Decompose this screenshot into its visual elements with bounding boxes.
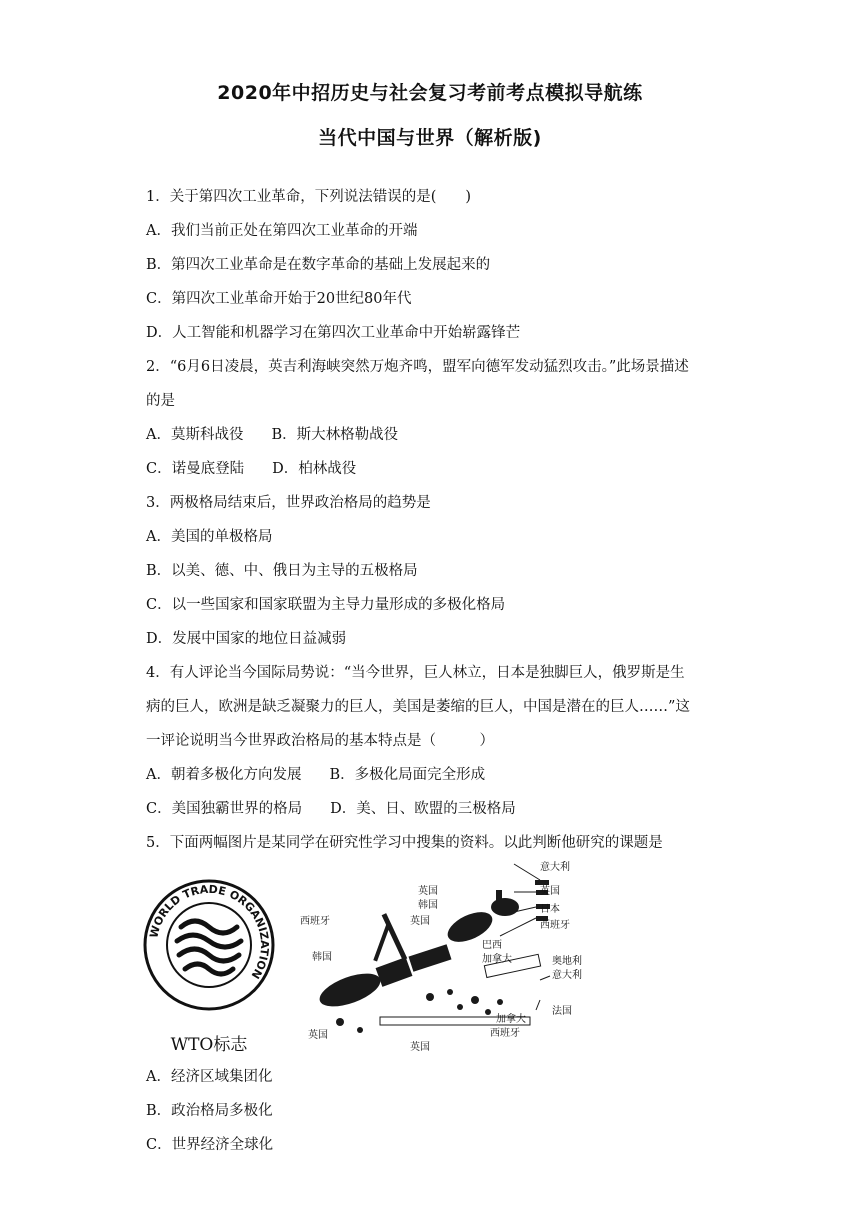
question-4-options-row-1: [146, 763, 485, 784]
question-3-option-c: C．以一些国家和国家联盟为主导力量形成的多极化格局: [146, 597, 506, 613]
question-5-option-b: B．政治格局多极化: [146, 1103, 273, 1119]
question-2-option-d: D．柏林战役: [272, 461, 357, 477]
question-4-stem-line-3: 一评论说明当今世界政治格局的基本特点是（ ）: [146, 733, 494, 749]
question-1-option-b: B．第四次工业革命是在数字革命的基础上发展起来的: [146, 257, 491, 273]
page-title-line-1: 2020年中招历史与社会复习考前考点模拟导航练: [217, 82, 643, 104]
question-2-options-row-2: [146, 457, 356, 478]
question-4-option-c: C．美国独霸世界的格局: [146, 801, 303, 817]
ship-label: 法国: [552, 1006, 572, 1017]
question-4-stem-line-2: 病的巨人，欧洲是缺乏凝聚力的巨人，美国是萎缩的巨人，中国是潜在的巨人……”这: [146, 699, 690, 715]
question-2-option-c: C．诺曼底登陆: [146, 461, 245, 477]
question-5-option-a: A．经济区域集团化: [146, 1069, 273, 1085]
question-2-stem-line-1: 2．“6月6日凌晨，英吉利海峡突然万炮齐鸣，盟军向德军发动猛烈攻击。”此场景描述: [146, 359, 689, 375]
ship-label: 英国: [308, 1030, 328, 1041]
question-4-option-b: B．多极化局面完全形成: [329, 767, 486, 783]
question-1-stem: 1．关于第四次工业革命，下列说法错误的是( ): [146, 189, 472, 205]
ship-label: 意大利: [552, 970, 582, 981]
question-4-option-d: D．美、日、欧盟的三极格局: [330, 801, 516, 817]
question-4-options-row-2: [146, 797, 516, 818]
ship-label: 奥地利: [552, 956, 582, 967]
question-2-options-row-1: [146, 423, 398, 444]
wto-logo-figure: [143, 865, 275, 1057]
ship-label: 巴西: [482, 940, 502, 951]
ship-assembly-icon: [300, 852, 585, 1057]
wto-caption: WTO标志: [170, 1035, 248, 1055]
question-2-stem-line-2: 的是: [146, 393, 175, 409]
wto-ring-text: WORLD TRADE ORGANIZATION: [147, 882, 272, 982]
ship-label: 英国: [410, 1042, 430, 1053]
question-1-option-d: D．人工智能和机器学习在第四次工业革命中开始崭露锋芒: [146, 325, 521, 341]
question-2-option-a: A．莫斯科战役: [146, 427, 244, 443]
question-2-option-b: B．斯大林格勒战役: [271, 427, 399, 443]
ship-label: 西班牙: [540, 920, 570, 931]
wto-logo-icon: [143, 865, 275, 1057]
question-1-option-c: C．第四次工业革命开始于20世纪80年代: [146, 291, 412, 307]
question-3-option-a: A．美国的单极格局: [146, 529, 273, 545]
question-3-stem: 3．两极格局结束后，世界政治格局的趋势是: [146, 495, 431, 511]
question-4-option-a: A．朝着多极化方向发展: [146, 767, 302, 783]
question-5-option-c: C．世界经济全球化: [146, 1137, 274, 1153]
ship-label: 日本: [540, 904, 560, 915]
ship-puzzle-illustration: [300, 852, 585, 1057]
page-title-line-2: 当代中国与世界（解析版): [318, 127, 542, 149]
question-5-stem: 5．下面两幅图片是某同学在研究性学习中搜集的资料。以此判断他研究的课题是: [146, 835, 663, 851]
question-1-option-a: A．我们当前正处在第四次工业革命的开端: [146, 223, 418, 239]
ship-label: 英国: [410, 916, 430, 927]
ship-label: 英国: [540, 886, 560, 897]
ship-label: 英国: [418, 886, 438, 897]
question-4-stem-line-1: 4．有人评论当今国际局势说：“当今世界，巨人林立，日本是独脚巨人，俄罗斯是生: [146, 665, 685, 681]
question-3-option-b: B．以美、德、中、俄日为主导的五极格局: [146, 563, 418, 579]
ship-label: 西班牙: [490, 1028, 520, 1039]
ship-label: 西班牙: [300, 916, 330, 927]
ship-label: 意大利: [540, 862, 570, 873]
ship-label: 韩国: [312, 952, 332, 963]
ship-label: 加拿大: [496, 1014, 526, 1025]
ship-label: 韩国: [418, 900, 438, 911]
question-3-option-d: D．发展中国家的地位日益减弱: [146, 631, 347, 647]
ship-label: 加拿大: [482, 954, 512, 965]
